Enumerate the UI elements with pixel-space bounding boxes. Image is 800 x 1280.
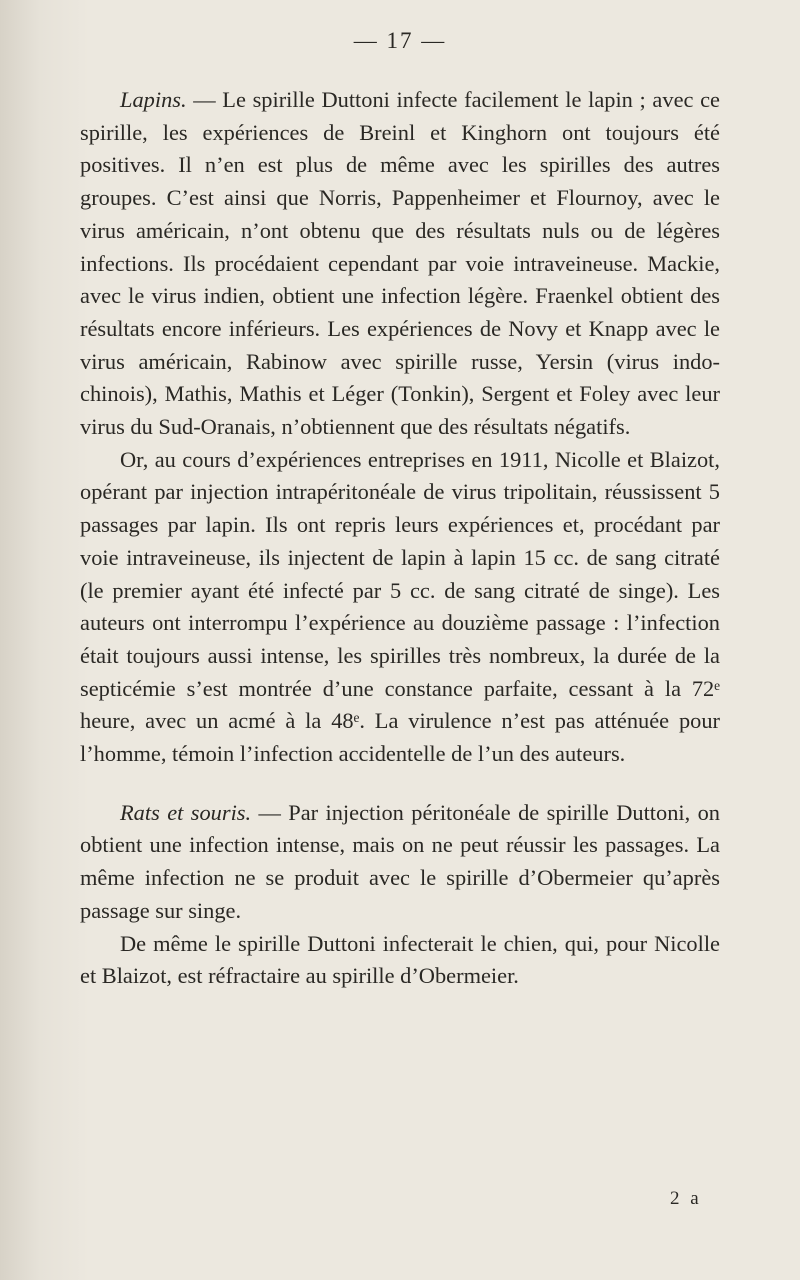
body-text [80,84,720,993]
signature-mark: 2 a [670,1188,702,1209]
paragraph-lead-lapins: Lapins. [120,87,187,112]
paragraph-rats-souris [80,797,720,928]
paragraph-text-rats-souris: — Par injection péritonéale de spirille Duttoni, on obtient une infection intense, mais on ne peut réussir les passages. La même infection ne se produit avec le spirille d’Obermeier qu’après passage sur singe. [80,799,720,923]
paragraph-text-lapins: — Le spirille Duttoni infecte facilement le lapin ; avec ce spirille, les expériences de Breinl et Kinghorn ont toujours été positives. Il n’en est plus de même avec les spirilles des autres groupes. C’est ainsi que Norris, Pappenheimer et Flournoy, avec le virus américain, n’ont obtenu que des résultats nuls ou de légères infections. Ils procédaient cependant par voie intraveineuse. Mackie, avec le virus indien, obtient une infection légère. Fraenkel obtient des résultats encore inférieurs. Les expériences de Novy et Knapp avec le virus américain, Rabinow avec spirille russe, Yersin (virus indo-chinois), Mathis, Mathis et Léger (Tonkin), Sergent et Foley avec leur virus du Sud-Oranais, n’obtiennent que des résultats négatifs. [80,87,720,440]
paragraph-chien [80,928,720,993]
paragraph-lapins [80,84,720,444]
section-gap [80,771,720,797]
page-number: — 17 — [353,28,447,53]
paragraph-nicolle-blaizot [80,444,720,771]
paragraph-text-chien: De même le spirille Duttoni infecterait le chien, qui, pour Nicolle et Blaizot, est réfractaire au spirille d’Obermeier. [80,930,720,989]
paragraph-lead-rats-souris: Rats et souris. [120,799,252,825]
paragraph-text-nicolle-blaizot: Or, au cours d’expériences entreprises en 1911, Nicolle et Blaizot, opérant par injection intrapéritonéale de virus tripolitain, réussissent 5 passages par lapin. Ils ont repris leurs expériences et, procédant par voie intraveineuse, ils injectent de lapin à lapin 15 cc. de sang citraté (le premier ayant été infecté par 5 cc. de sang citraté de singe). Les auteurs ont interrompu l’expérience au douzième passage : l’infection était toujours aussi intense, les spirilles très nombreux, la durée de la septicémie s’est montrée d’une constance parfaite, cessant à la 72ᵉ heure, avec un acmé à la 48ᵉ. La virulence n’est pas atténuée pour l’homme, témoin l’infection accidentelle de l’un des auteurs. [80,446,720,767]
